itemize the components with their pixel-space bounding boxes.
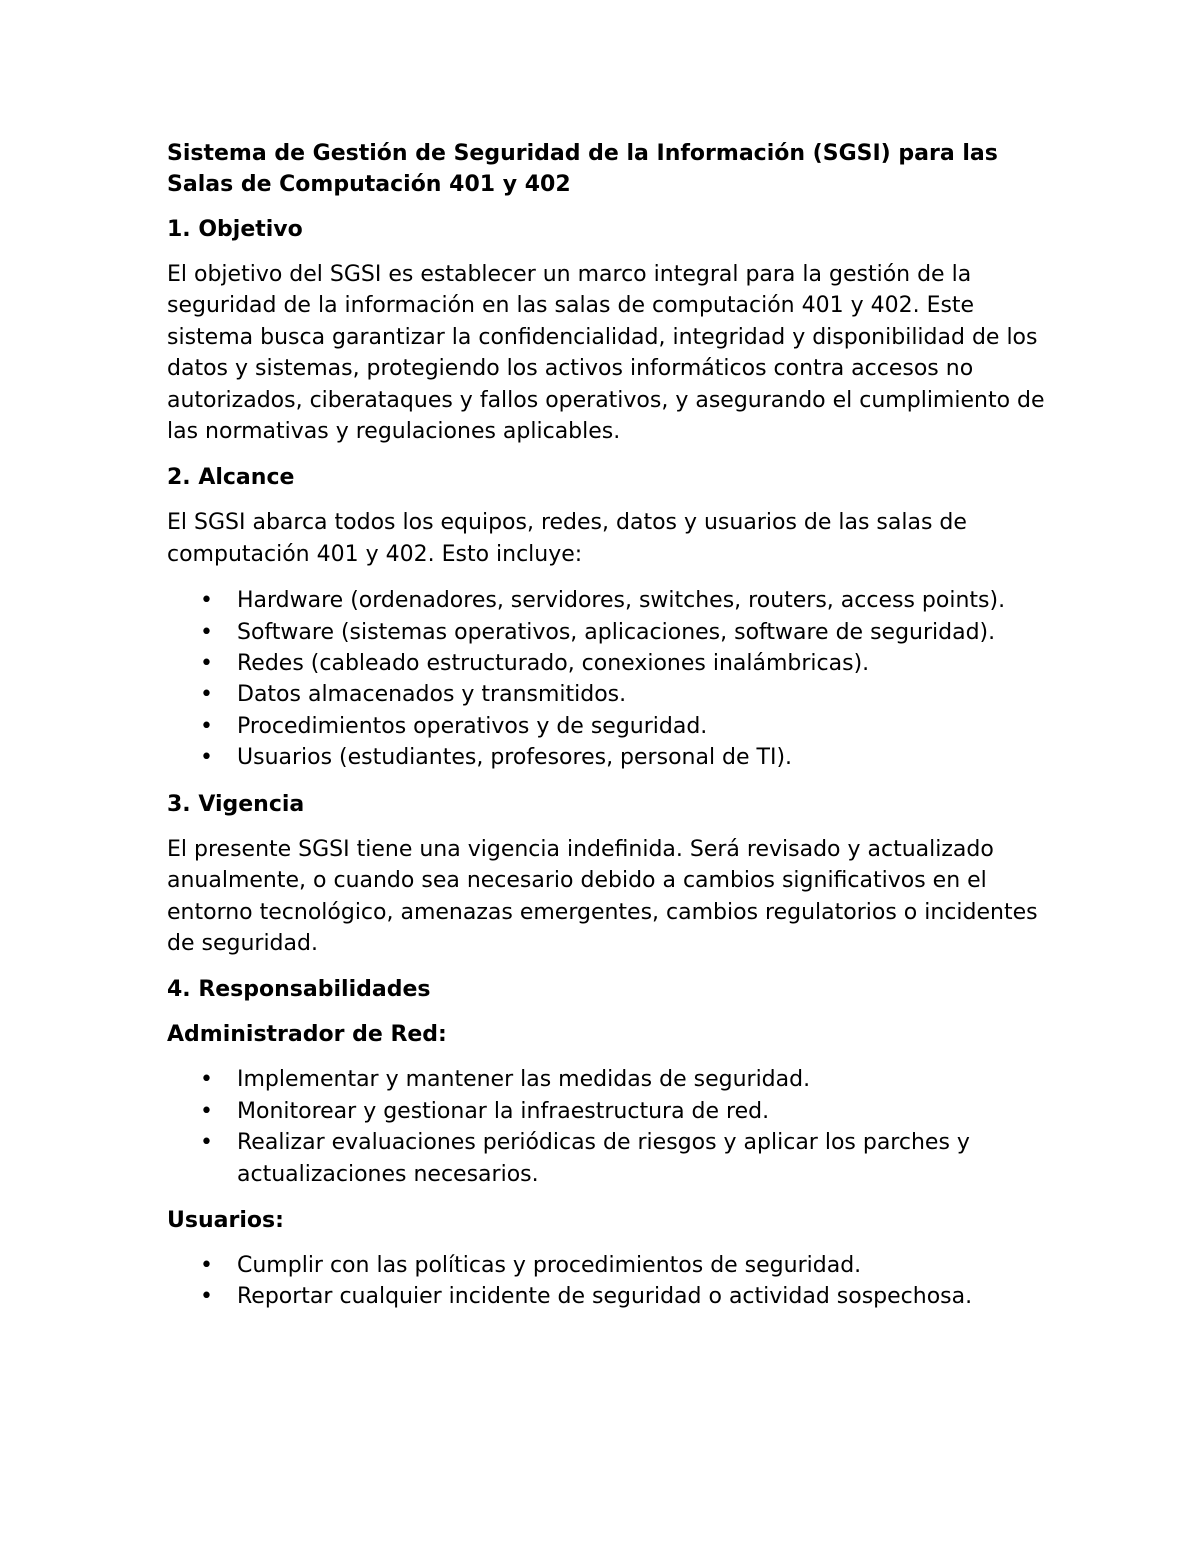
list-item-text: Procedimientos operativos y de seguridad. <box>237 713 708 739</box>
bullet-icon: • <box>200 682 213 708</box>
bullet-icon: • <box>200 1130 213 1156</box>
list-item-text: Redes (cableado estructurado, conexiones inalámbricas). <box>237 651 870 677</box>
list-item <box>167 648 1047 679</box>
subsection-heading-usuarios: Usuarios: <box>167 1207 284 1233</box>
bullet-icon: • <box>200 745 213 771</box>
list-item <box>167 1127 1047 1190</box>
bullet-icon: • <box>200 1098 213 1124</box>
bullet-icon: • <box>200 588 213 614</box>
section-heading-alcance: 2. Alcance <box>167 465 295 491</box>
list-item <box>167 1064 1047 1095</box>
list-item <box>167 585 1047 616</box>
usuarios-list <box>167 1250 1047 1313</box>
alcance-list <box>167 585 1047 773</box>
list-item-text: Hardware (ordenadores, servidores, switches, routers, access points). <box>237 588 1006 614</box>
document-page <box>167 138 1047 1328</box>
list-item <box>167 1096 1047 1127</box>
section-heading-vigencia: 3. Vigencia <box>167 791 305 817</box>
list-item-text: Software (sistemas operativos, aplicaciones, software de seguridad). <box>237 619 996 645</box>
section-paragraph-vigencia: El presente SGSI tiene una vigencia indefinida. Será revisado y actualizado anualmente, o cuando sea necesario debido a cambios significativos en el entorno tecnológico, amenazas emergentes, cambios regulatorios o incidentes de seguridad. <box>167 836 1038 956</box>
list-item-text: Reportar cualquier incidente de seguridad o actividad sospechosa. <box>237 1284 973 1310</box>
list-item-text: Cumplir con las políticas y procedimientos de seguridad. <box>237 1252 862 1278</box>
list-item <box>167 742 1047 773</box>
section-heading-responsabilidades: 4. Responsabilidades <box>167 977 431 1003</box>
subsection-heading-administrador: Administrador de Red: <box>167 1022 447 1048</box>
list-item <box>167 679 1047 710</box>
document-title: Sistema de Gestión de Seguridad de la Información (SGSI) para las Salas de Computación 401 y 402 <box>167 141 998 197</box>
section-paragraph-objetivo: El objetivo del SGSI es establecer un marco integral para la gestión de la seguridad de la información en las salas de computación 401 y 402. Este sistema busca garantizar la confidencialidad, integridad y disponibilidad de los datos y sistemas, protegiendo los activos informáticos contra accesos no autorizados, ciberataques y fallos operativos, y asegurando el cumplimiento de las normativas y regulaciones aplicables. <box>167 262 1045 445</box>
bullet-icon: • <box>200 1252 213 1278</box>
bullet-icon: • <box>200 1067 213 1093</box>
list-item-text: Realizar evaluaciones periódicas de riesgos y aplicar los parches y actualizaciones necesarios. <box>237 1130 970 1187</box>
bullet-icon: • <box>200 713 213 739</box>
list-item <box>167 1250 1047 1281</box>
list-item <box>167 617 1047 648</box>
list-item-text: Usuarios (estudiantes, profesores, personal de TI). <box>237 745 793 771</box>
bullet-icon: • <box>200 651 213 677</box>
section-heading-objetivo: 1. Objetivo <box>167 217 303 242</box>
list-item-text: Monitorear y gestionar la infraestructura de red. <box>237 1098 770 1124</box>
list-item <box>167 1281 1047 1312</box>
section-paragraph-alcance: El SGSI abarca todos los equipos, redes, datos y usuarios de las salas de computación 401 y 402. Esto incluye: <box>167 510 967 567</box>
bullet-icon: • <box>200 1284 213 1310</box>
list-item <box>167 711 1047 742</box>
list-item-text: Implementar y mantener las medidas de seguridad. <box>237 1067 811 1093</box>
list-item-text: Datos almacenados y transmitidos. <box>237 682 627 708</box>
administrador-list <box>167 1064 1047 1190</box>
bullet-icon: • <box>200 619 213 645</box>
